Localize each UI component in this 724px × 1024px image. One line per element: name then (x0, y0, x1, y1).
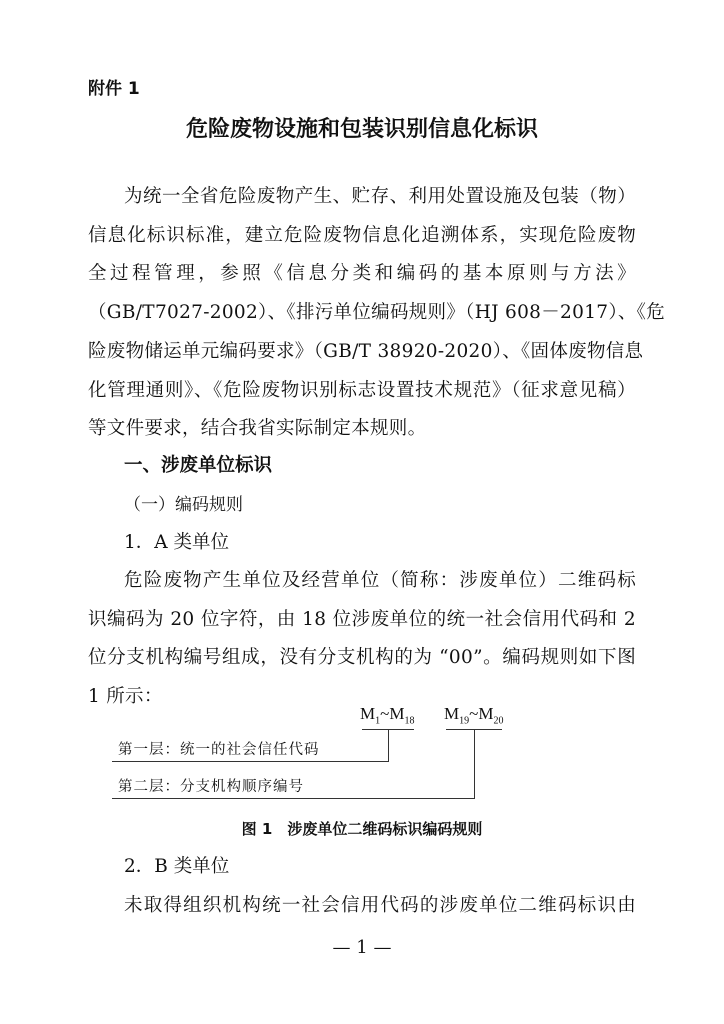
a-line-3: 位分支机构编号组成，没有分支机构的为 “00”。编码规则如下图 (88, 647, 636, 668)
intro-line-6: 化管理通则》、《危险废物识别标志设置技术规范》（征求意见稿） (88, 380, 636, 401)
subsection-heading-1: （一）编码规则 (124, 495, 243, 515)
layer2-label: 第二层：分支机构顺序编号 (118, 779, 304, 795)
page-number: — 1 — (332, 937, 392, 958)
intro-line-7: 等文件要求，结合我省实际制定本规则。 (88, 418, 427, 439)
layer1-connector (388, 729, 389, 761)
intro-line-3: 全过程管理，参照《信息分类和编码的基本原则与方法》 (88, 263, 636, 284)
section-heading-1: 一、涉废单位标识 (124, 455, 273, 476)
b-line-1: 未取得组织机构统一社会信用代码的涉废单位二维码标识由 (124, 895, 636, 916)
item-heading-a: 1．A 类单位 (124, 532, 230, 553)
layer1-line (112, 761, 389, 762)
layer2-connector (474, 729, 475, 798)
figure-caption: 图 1 涉废单位二维码标识编码规则 (241, 820, 483, 838)
document-title: 危险废物设施和包装识别信息化标识 (185, 117, 538, 142)
code-segment-1: $M_1\sim M_{18}$ (360, 704, 415, 727)
coding-rule-figure (0, 700, 724, 810)
a-line-1: 危险废物产生单位及经营单位（简称：涉废单位）二维码标 (124, 570, 636, 591)
attachment-label: 附件 1 (88, 79, 140, 99)
a-line-2: 识编码为 20 位字符，由 18 位涉废单位的统一社会信用代码和 2 (88, 609, 636, 630)
item-heading-b: 2．B 类单位 (124, 856, 230, 877)
layer1-label: 第一层：统一的社会信任代码 (118, 742, 320, 758)
layer2-line (112, 798, 475, 799)
intro-line-5: 险废物储运单元编码要求》（GB/T 38920-2020）、《固体废物信息 (88, 341, 644, 362)
intro-line-2: 信息化标识标准，建立危险废物信息化追溯体系，实现危险废物 (88, 225, 636, 246)
a-line-4: 1 所示： (88, 686, 163, 707)
intro-line-4: （GB/T7027-2002）、《排污单位编码规则》（HJ 608－2017）、《危 (88, 302, 666, 323)
intro-line-1: 为统一全省危险废物产生、贮存、利用处置设施及包装（物） (124, 186, 636, 207)
code-segment-2: $M_{19}\sim M_{20}$ (444, 704, 504, 727)
